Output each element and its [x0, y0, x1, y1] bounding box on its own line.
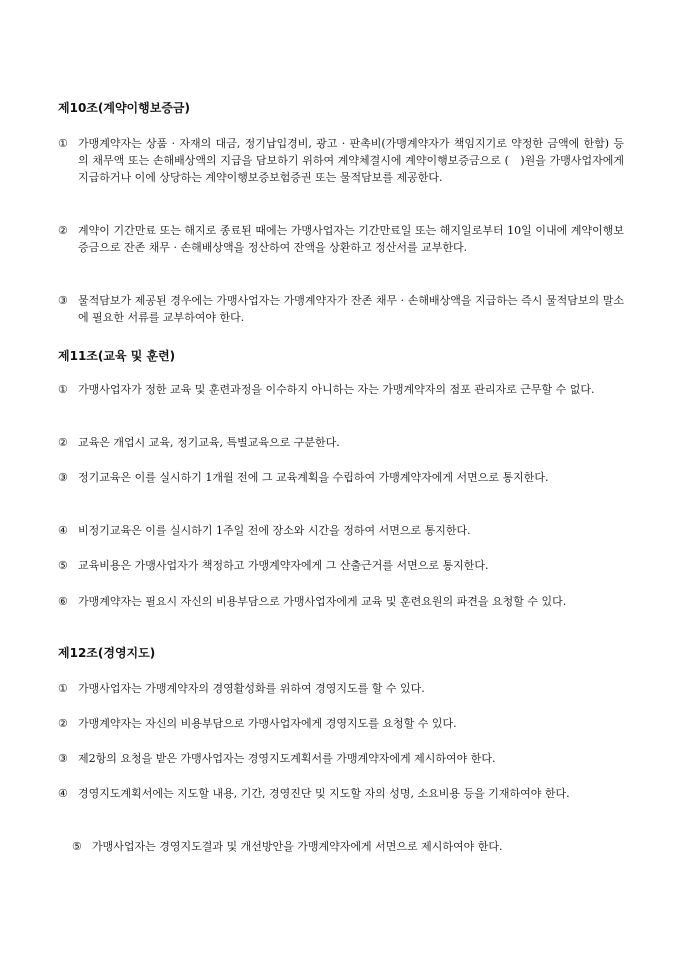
clause-text: 계약이 기간만료 또는 해지로 종료된 때에는 가맹사업자는 기간만료일 또는 해지일로부터 10일 이내에 계약이행보증금으로 잔존 채무 · 손해배상액을 정산하여 잔액을 상환하고 정산서를 교부한다. [78, 224, 624, 254]
clause-number: ③ [58, 294, 68, 307]
article-12-clause-1 [58, 680, 624, 697]
article-11-clause-1 [58, 381, 624, 398]
clause-number: ⑥ [58, 595, 68, 608]
clause-number: ⑤ [72, 840, 82, 853]
clause-text: 가맹계약자는 자신의 비용부담으로 가맹사업자에게 경영지도를 요청할 수 있다. [78, 717, 457, 730]
article-11-title: 제11조(교육 및 훈련) [58, 349, 176, 363]
clause-text: 제2항의 요청을 받은 가맹사업자는 경영지도계획서를 가맹계약자에게 제시하여야 한다. [78, 752, 496, 765]
article-11-clause-5 [58, 557, 624, 574]
article-10-clause-2 [58, 222, 624, 256]
clause-number: ② [58, 717, 68, 730]
article-12-clause-3 [58, 750, 624, 767]
clause-text: 비정기교육은 이를 실시하기 1주일 전에 장소와 시간을 정하여 서면으로 통지한다. [78, 524, 471, 537]
article-11-clause-4 [58, 522, 624, 539]
clause-text: 가맹계약자는 필요시 자신의 비용부담으로 가맹사업자에게 교육 및 훈련요원의 파견을 요청할 수 있다. [78, 595, 567, 608]
clause-text: 가맹사업자는 가맹계약자의 경영활성화를 위하여 경영지도를 할 수 있다. [78, 682, 425, 695]
clause-number: ② [58, 224, 68, 237]
clause-text: 물적담보가 제공된 경우에는 가맹사업자는 가맹계약자가 잔존 채무 · 손해배상액을 지급하는 즉시 물적담보의 말소에 필요한 서류를 교부하여야 한다. [78, 294, 624, 324]
clause-number: ① [58, 137, 68, 150]
clause-text: 경영지도계획서에는 지도할 내용, 기간, 경영진단 및 지도할 자의 성명, 소요비용 등을 기재하여야 한다. [78, 787, 570, 800]
clause-number: ① [58, 383, 68, 396]
clause-text: 가맹사업자는 경영지도결과 및 개선방안을 가맹계약자에게 서면으로 제시하여야 한다. [92, 840, 503, 853]
clause-number: ② [58, 436, 68, 449]
clause-number: ④ [58, 787, 68, 800]
clause-number: ③ [58, 752, 68, 765]
article-11-clause-3 [58, 469, 624, 486]
article-10-title: 제10조(계약이행보증금) [58, 101, 190, 115]
clause-number: ⑤ [58, 559, 68, 572]
clause-number: ④ [58, 524, 68, 537]
article-11-clause-2 [58, 434, 624, 451]
clause-text: 정기교육은 이를 실시하기 1개월 전에 그 교육계획을 수립하여 가맹계약자에게 서면으로 통지한다. [78, 471, 549, 484]
clause-text: 가맹사업자가 정한 교육 및 훈련과정을 이수하지 아니하는 자는 가맹계약자의 점포 관리자로 근무할 수 없다. [78, 383, 595, 396]
article-12-clause-2 [58, 715, 624, 732]
article-12-clause-5 [72, 838, 624, 855]
clause-text: 교육비용은 가맹사업자가 책정하고 가맹계약자에게 그 산출근거를 서면으로 통지한다. [78, 559, 489, 572]
clause-text: 교육은 개업시 교육, 정기교육, 특별교육으로 구분한다. [78, 436, 340, 449]
clause-number: ③ [58, 471, 68, 484]
article-12-title: 제12조(경영지도) [58, 646, 156, 660]
clause-number: ① [58, 682, 68, 695]
clause-text: 가맹계약자는 상품 · 자재의 대금, 정기납입경비, 광고 · 판촉비(가맹계약자가 책임지기로 약정한 금액에 한함) 등의 채무액 또는 손해배상액의 지급을 담보하기 위하여 계약체결시에 계약이행보증금으로 ( )원을 가맹사업자에게 지급하거나 이에 상당하는 계약이행보증보험증권 또는 물적담보를 제공한다. [78, 137, 624, 184]
article-10-clause-3 [58, 292, 624, 326]
article-12-clause-4 [58, 785, 624, 802]
article-10-clause-1 [58, 135, 624, 186]
article-11-clause-6 [58, 593, 624, 610]
